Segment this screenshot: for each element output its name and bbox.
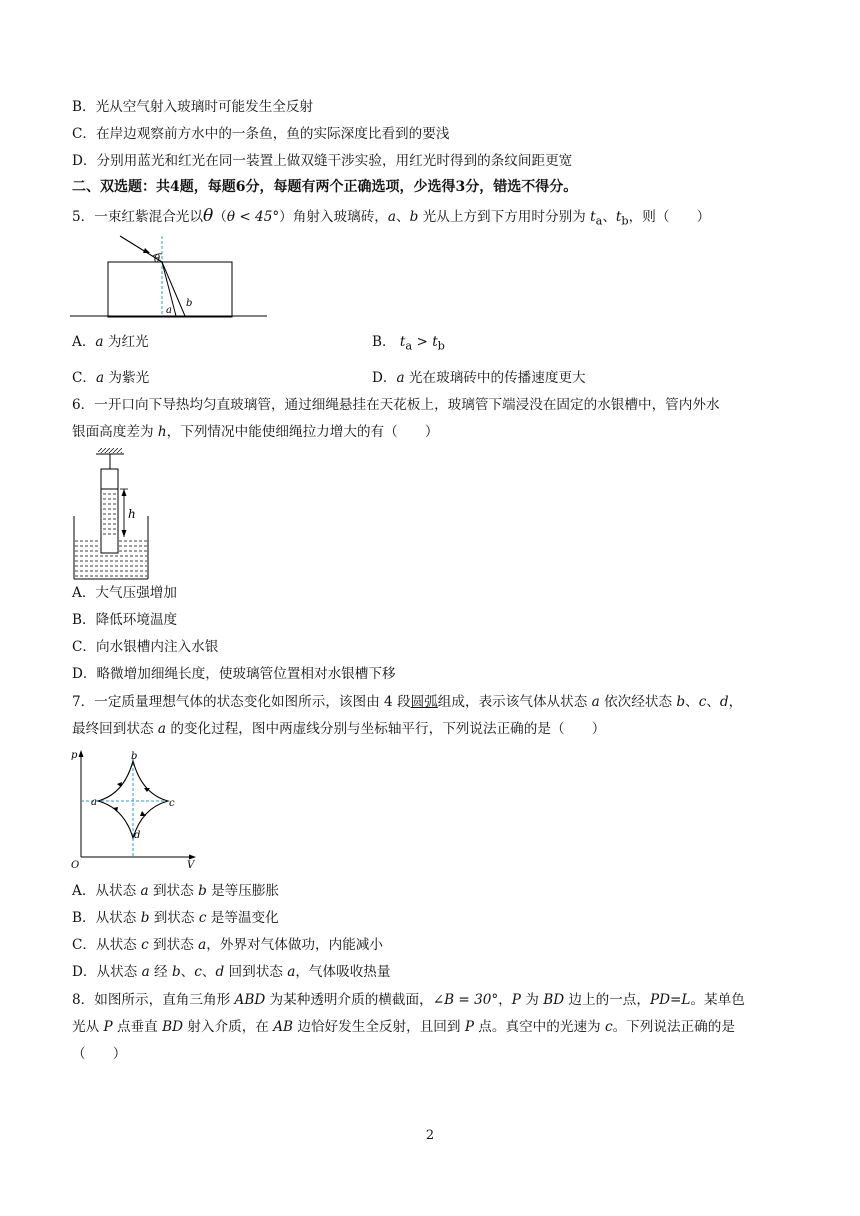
q6-stem-line2: 银面高度差为 h，下列情况中能使细绳拉力增大的有（ ）: [72, 424, 439, 440]
q4-option-d: D．分别用蓝光和红光在同一装置上做双缝干涉实验，用红光时得到的条纹间距更宽: [72, 153, 573, 169]
q7-stem-line1: 7．一定质量理想气体的状态变化如图所示，该图由 4 段圆弧组成，表示该气体从状态 a 依次经状态 b、c、d，: [72, 694, 743, 710]
q5-option-b: B． $t_a > t_b$: [372, 334, 445, 353]
q4-option-b: B．光从空气射入玻璃时可能发生全反射: [72, 99, 314, 115]
q6-option-b: B．降低环境温度: [72, 612, 178, 628]
q7-fig-label-c: c: [169, 798, 175, 809]
q7-fig-axis-p: p: [71, 750, 78, 761]
q7-fig-label-d: d: [134, 830, 141, 841]
q7-fig-label-b: b: [131, 751, 138, 762]
q7-option-c: C．从状态 c 到状态 a，外界对气体做功，内能减小: [72, 937, 383, 953]
q5-fig-label-b: b: [186, 298, 193, 309]
q5-stem: 5．一束红紫混合光以θ（θ < 45°）角射入玻璃砖，a、b 光从上方到下方用时分别为 $t_a$、$t_b$，则（ ）: [72, 206, 711, 228]
q5-fig-label-a: a: [166, 305, 172, 316]
page-number: 2: [425, 1128, 435, 1143]
q4-option-c: C．在岸边观察前方水中的一条鱼，鱼的实际深度比看到的要浅: [72, 126, 450, 142]
q8-stem-line1: 8．如图所示，直角三角形 ABD 为某种透明介质的横截面，∠B = 30°，P 为 BD 边上的一点，PD=L。某单色: [72, 992, 745, 1008]
q5-option-a: A．a 为红光: [72, 334, 149, 350]
q6-fig-h-label: h: [128, 507, 136, 521]
q6-option-a: A．大气压强增加: [72, 585, 177, 601]
q7-fig-label-a: a: [91, 797, 97, 808]
q8-stem-line2: 光从 P 点垂直 BD 射入介质，在 AB 边恰好发生全反射，且回到 P 点。真空中的光速为 c。下列说法正确的是: [72, 1019, 735, 1035]
q7-option-b: B．从状态 b 到状态 c 是等温变化: [72, 910, 279, 926]
q5-glass-brick-figure: [70, 236, 270, 316]
q7-fig-axis-v: V: [187, 860, 195, 871]
section-heading-double-choice: 二、双选题：共4题，每题6分，每题有两个正确选项，少选得3分，错选不得分。: [72, 179, 578, 195]
q7-fig-origin: O: [71, 860, 80, 871]
q7-stem-line2: 最终回到状态 a 的变化过程，图中两虚线分别与坐标轴平行，下列说法正确的是（ ）: [72, 721, 606, 737]
q8-stem-line3: （ ）: [72, 1046, 127, 1062]
q6-option-c: C．向水银槽内注入水银: [72, 639, 219, 655]
q7-option-a: A．从状态 a 到状态 b 是等压膨胀: [72, 883, 280, 899]
q7-option-d: D．从状态 a 经 b、c、d 回到状态 a，气体吸收热量: [72, 964, 391, 980]
q6-option-d: D．略微增加细绳长度，使玻璃管位置相对水银槽下移: [72, 666, 396, 682]
q7-pv-diagram: [68, 746, 203, 871]
q6-stem-line1: 6．一开口向下导热均匀直玻璃管，通过细绳悬挂在天花板上，玻璃管下端浸没在固定的水银槽中，管内外水: [72, 397, 720, 413]
q5-fig-theta-label: θ: [154, 254, 161, 265]
q6-mercury-tube-figure: [70, 448, 160, 580]
q5-option-d: D．a 光在玻璃砖中的传播速度更大: [372, 370, 586, 386]
q5-option-c: C．a 为紫光: [72, 370, 150, 386]
